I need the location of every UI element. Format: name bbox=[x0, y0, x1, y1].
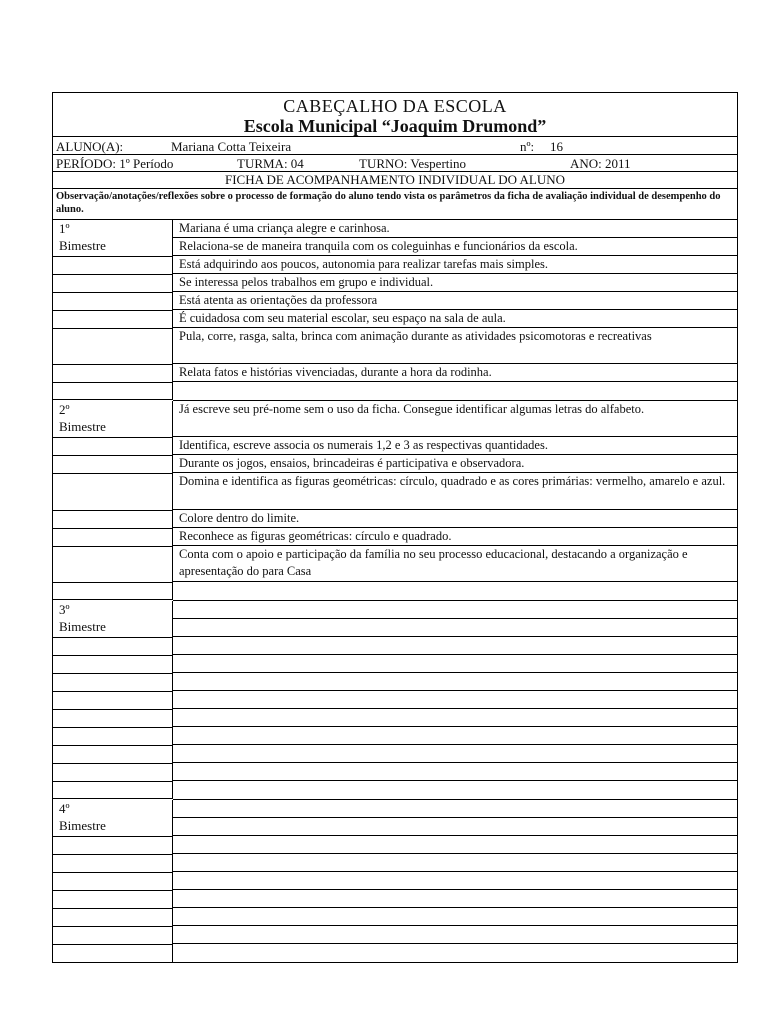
bimester-notes bbox=[173, 401, 738, 601]
observation-line bbox=[173, 781, 738, 799]
observation-line: Colore dentro do limite. bbox=[173, 510, 738, 528]
row-divider bbox=[53, 364, 172, 365]
shift-field: TURNO: Vespertino bbox=[359, 156, 467, 171]
bimester-label-cell bbox=[53, 220, 173, 400]
observation-line bbox=[173, 619, 738, 637]
observation-line bbox=[173, 655, 738, 673]
row-divider bbox=[53, 727, 172, 728]
observation-line bbox=[173, 908, 738, 926]
bimester-label-cell bbox=[53, 601, 173, 799]
row-divider bbox=[53, 274, 172, 275]
row-divider bbox=[53, 473, 172, 474]
observation-line bbox=[173, 582, 738, 600]
observation-line bbox=[173, 709, 738, 727]
row-divider bbox=[53, 854, 172, 855]
school-header bbox=[53, 93, 737, 137]
row-divider bbox=[53, 673, 172, 674]
row-divider bbox=[53, 836, 172, 837]
row-divider bbox=[53, 310, 172, 311]
row-divider bbox=[53, 926, 172, 927]
observation-line bbox=[173, 727, 738, 745]
student-number: 16 bbox=[550, 139, 563, 154]
observation-line: Está atenta as orientações da professora bbox=[173, 292, 738, 310]
row-divider bbox=[53, 455, 172, 456]
class-info-row bbox=[53, 155, 737, 172]
bimester-number: 2º bbox=[59, 402, 70, 417]
bimester-notes bbox=[173, 601, 738, 800]
bimester-table bbox=[53, 220, 737, 962]
bimester-label: Bimestre bbox=[59, 419, 106, 434]
bimester-label: Bimestre bbox=[59, 818, 106, 833]
student-label: ALUNO(A): bbox=[56, 139, 124, 154]
header-title: CABEÇALHO DA ESCOLA bbox=[283, 96, 507, 116]
observation-line bbox=[173, 836, 738, 854]
row-divider bbox=[53, 528, 172, 529]
observation-note: Observação/anotações/reflexões sobre o processo de formação do aluno tendo vista os parâmetros da ficha de avaliação individual de desempenho do aluno. bbox=[53, 189, 737, 220]
observation-line bbox=[173, 691, 738, 709]
bimester-label-cell bbox=[53, 800, 173, 962]
observation-line bbox=[173, 800, 738, 818]
observation-line bbox=[173, 382, 738, 400]
observation-line: Conta com o apoio e participação da família no seu processo educacional, destacando a organização e apresentação do para Casa bbox=[173, 546, 738, 582]
observation-line: Pula, corre, rasga, salta, brinca com animação durante as atividades psicomotoras e recreativas bbox=[173, 328, 738, 364]
row-divider bbox=[53, 709, 172, 710]
row-divider bbox=[53, 437, 172, 438]
student-number-label: nº: bbox=[520, 139, 535, 154]
observation-line: Relaciona-se de maneira tranquila com os coleguinhas e funcionários da escola. bbox=[173, 238, 738, 256]
row-divider bbox=[53, 256, 172, 257]
form-title: FICHA DE ACOMPANHAMENTO INDIVIDUAL DO ALUNO bbox=[53, 172, 737, 189]
row-divider bbox=[53, 745, 172, 746]
observation-line bbox=[173, 926, 738, 944]
bimester-number: 4º bbox=[59, 801, 70, 816]
period-field: PERÍODO: 1º Período bbox=[56, 156, 174, 171]
observation-line: Mariana é uma criança alegre e carinhosa. bbox=[173, 220, 738, 238]
observation-line: Durante os jogos, ensaios, brincadeiras é participativa e observadora. bbox=[173, 455, 738, 473]
row-divider bbox=[53, 944, 172, 945]
bimester-number: 3º bbox=[59, 602, 70, 617]
row-divider bbox=[53, 655, 172, 656]
row-divider bbox=[53, 546, 172, 547]
row-divider bbox=[53, 781, 172, 782]
row-divider bbox=[53, 382, 172, 383]
observation-line: Domina e identifica as figuras geométricas: círculo, quadrado e as cores primárias: vermelho, amarelo e azul. bbox=[173, 473, 738, 510]
observation-line: Relata fatos e histórias vivenciadas, durante a hora da rodinha. bbox=[173, 364, 738, 382]
row-divider bbox=[53, 908, 172, 909]
observation-line: Está adquirindo aos poucos, autonomia para realizar tarefas mais simples. bbox=[173, 256, 738, 274]
observation-line bbox=[173, 818, 738, 836]
row-divider bbox=[53, 763, 172, 764]
row-divider bbox=[53, 510, 172, 511]
bimester-label-cell bbox=[53, 401, 173, 600]
observation-line bbox=[173, 637, 738, 655]
observation-line bbox=[173, 944, 738, 962]
row-divider bbox=[53, 582, 172, 583]
observation-line: Se interessa pelos trabalhos em grupo e individual. bbox=[173, 274, 738, 292]
bimester-label: Bimestre bbox=[59, 619, 106, 634]
row-divider bbox=[53, 292, 172, 293]
observation-line bbox=[173, 763, 738, 781]
student-record-form bbox=[52, 92, 738, 963]
bimester-number: 1º bbox=[59, 221, 70, 236]
bimester-label: Bimestre bbox=[59, 238, 106, 253]
class-field: TURMA: 04 bbox=[237, 156, 304, 171]
bimester-notes bbox=[173, 220, 738, 401]
row-divider bbox=[53, 637, 172, 638]
row-divider bbox=[53, 872, 172, 873]
row-divider bbox=[53, 691, 172, 692]
observation-line bbox=[173, 854, 738, 872]
student-row bbox=[53, 137, 737, 155]
observation-line bbox=[173, 601, 738, 619]
bimester-notes bbox=[173, 800, 738, 962]
observation-line: Identifica, escreve associa os numerais 1,2 e 3 as respectivas quantidades. bbox=[173, 437, 738, 455]
observation-line: Reconhece as figuras geométricas: círculo e quadrado. bbox=[173, 528, 738, 546]
observation-line bbox=[173, 872, 738, 890]
observation-line bbox=[173, 890, 738, 908]
observation-line bbox=[173, 673, 738, 691]
row-divider bbox=[53, 328, 172, 329]
year-field: ANO: 2011 bbox=[570, 156, 631, 171]
school-name: Escola Municipal “Joaquim Drumond” bbox=[243, 116, 547, 136]
observation-line bbox=[173, 745, 738, 763]
row-divider bbox=[53, 890, 172, 891]
student-name: Mariana Cotta Teixeira bbox=[171, 139, 292, 154]
observation-line: Já escreve seu pré-nome sem o uso da ficha. Consegue identificar algumas letras do alfabeto. bbox=[173, 401, 738, 437]
observation-line: É cuidadosa com seu material escolar, seu espaço na sala de aula. bbox=[173, 310, 738, 328]
